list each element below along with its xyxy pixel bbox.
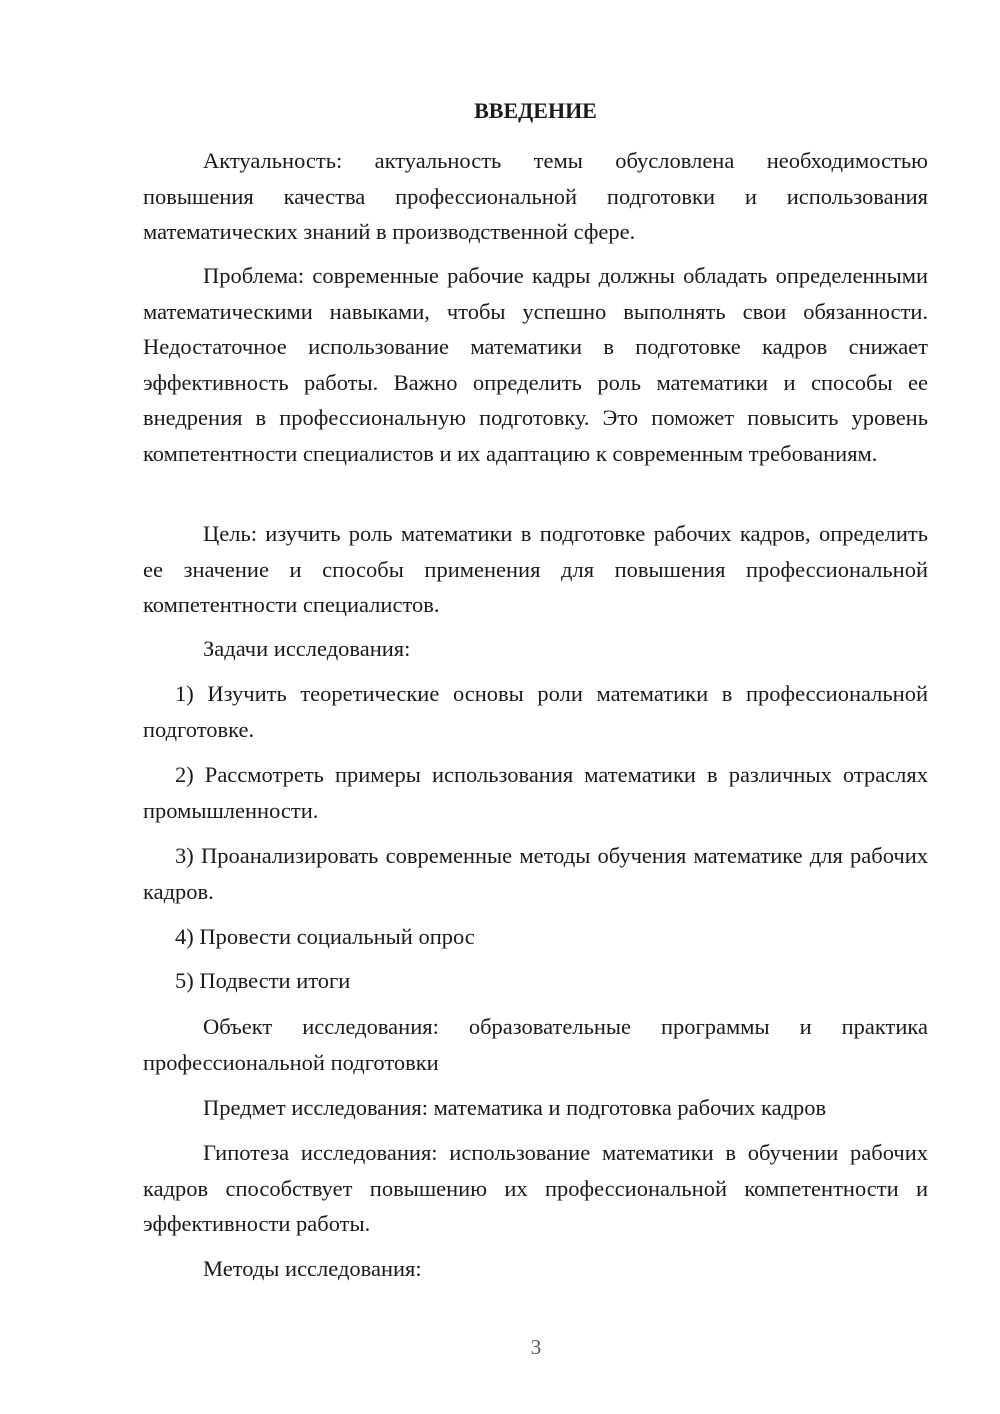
paragraph-tasks-heading: Задачи исследования: [203,636,411,661]
paragraph-methods: Методы исследования: [203,1256,422,1281]
task-item-1: 1) Изучить теоретические основы роли математики в профессиональной подготовке. [143,681,928,742]
paragraph-subject: Предмет исследования: математика и подготовка рабочих кадров [203,1095,827,1120]
task-item-3: 3) Проанализировать современные методы обучения математике для рабочих кадров. [143,843,928,904]
paragraph-object: Объект исследования: образовательные программы и практика профессиональной подготовки [143,1014,928,1075]
task-item-2: 2) Рассмотреть примеры использования математики в различных отраслях промышленности. [143,762,928,823]
task-item-5: 5) Подвести итоги [175,968,351,993]
paragraph-problem: Проблема: современные рабочие кадры должны обладать определенными математическими навыками, чтобы успешно выполнять свои обязанности. Недостаточное использование математики в подготовке кадров снижает эффективность работы. Важно определить роль математики и способы ее внедрения в профессиональную подготовку. Это поможет повысить уровень компетентности специалистов и их адаптацию к современным требованиям. [143,263,928,466]
paragraph-relevance: Актуальность: актуальность темы обусловлена необходимостью повышения качества профессиональной подготовки и использования математических знаний в производственной сфере. [143,148,928,244]
paragraph-goal: Цель: изучить роль математики в подготовке рабочих кадров, определить ее значение и способы применения для повышения профессиональной компетентности специалистов. [143,521,928,617]
page-number: 3 [530,1335,542,1359]
paragraph-hypothesis: Гипотеза исследования: использование математики в обучении рабочих кадров способствует повышению их профессиональной компетентности и эффективности работы. [143,1140,928,1236]
task-item-4: 4) Провести социальный опрос [175,924,475,949]
page-title: ВВЕДЕНИЕ [474,98,597,123]
